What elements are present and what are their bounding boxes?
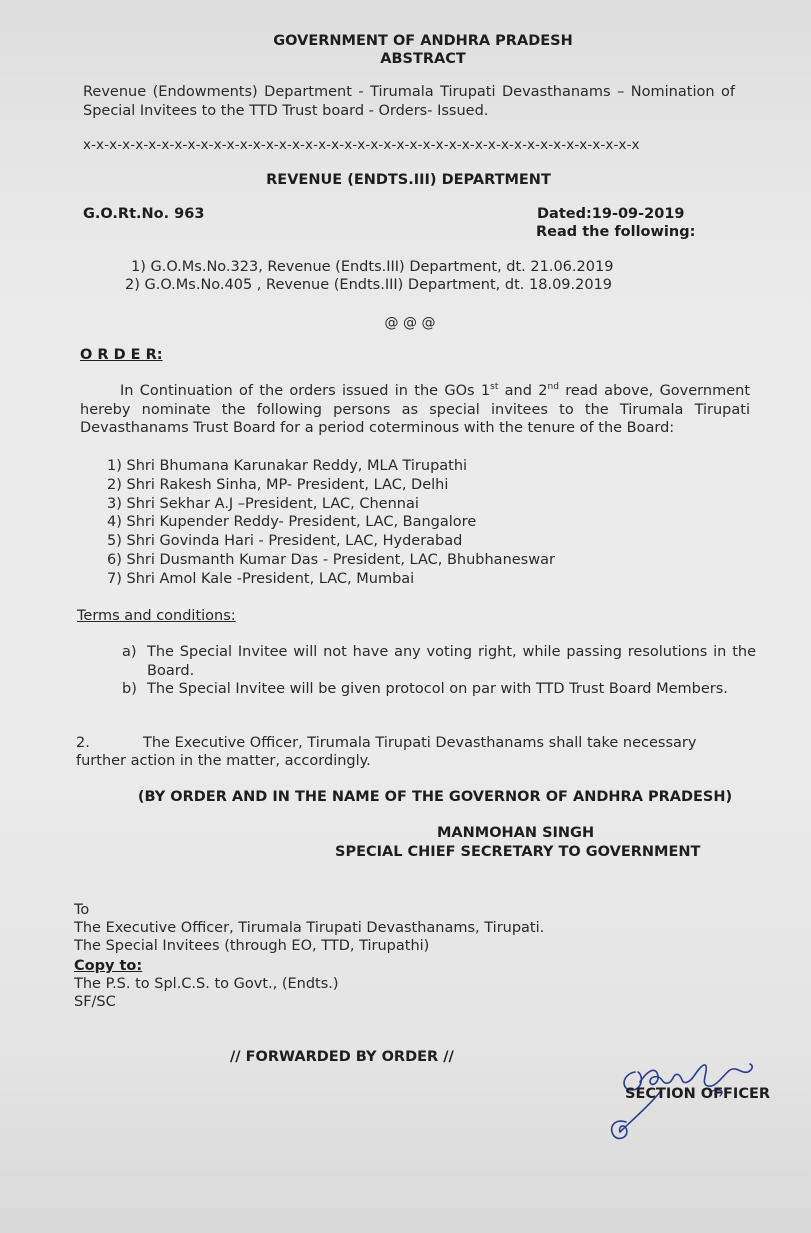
term-item-b: b) The Special Invitee will be given protocol on par with TTD Trust Board Members. (122, 681, 728, 697)
order-heading: O R D E R: (80, 347, 163, 363)
ordinal-suffix-2: nd (547, 382, 559, 393)
section-officer-label: SECTION OFFICER (625, 1086, 771, 1102)
go-date: Dated:19-09-2019 (537, 206, 685, 222)
para2-text-second: further action in the matter, accordingly. (76, 753, 371, 769)
separator-line: x-x-x-x-x-x-x-x-x-x-x-x-x-x-x-x-x-x-x-x-x-x-x-x-x-x-x-x-x-x-x-x-x-x-x-x-x-x-x-x-x-x-x (83, 137, 640, 153)
forwarded-by-order: // FORWARDED BY ORDER // (230, 1049, 454, 1065)
list-item: 5) Shri Govinda Hari - President, LAC, Hyderabad (107, 533, 463, 550)
reference-2: 2) G.O.Ms.No.405 , Revenue (Endts.III) Department, dt. 18.09.2019 (125, 277, 613, 293)
ordinal-suffix-1: st (490, 382, 499, 393)
order-paragraph: In Continuation of the orders issued in the GOs 1st and 2nd read above, Government hereby nominate the following persons as special invitees to the Tirumala Tirupati Devasthanams Trust Board for a period coterminous with the tenure of the Board: (80, 382, 750, 436)
to-label: To (74, 902, 90, 918)
government-heading: GOVERNMENT OF ANDHRA PRADESH (273, 33, 573, 49)
signature-image (600, 1052, 770, 1152)
by-order-statement: (BY ORDER AND IN THE NAME OF THE GOVERNOR OF ANDHRA PRADESH) (137, 789, 733, 805)
recipient-line: The Executive Officer, Tirumala Tirupati Devasthanams, Tirupati. (74, 920, 545, 936)
terms-heading: Terms and conditions: (77, 608, 236, 624)
invitees-list (107, 457, 555, 589)
department-heading: REVENUE (ENDTS.III) DEPARTMENT (266, 172, 551, 188)
signatory-name: MANMOHAN SINGH (437, 825, 595, 841)
list-item: 2) Shri Rakesh Sinha, MP- President, LAC, Delhi (107, 476, 449, 493)
copy-to-label: Copy to: (74, 958, 143, 974)
reference-1: 1) G.O.Ms.No.323, Revenue (Endts.III) Department, dt. 21.06.2019 (131, 259, 614, 275)
subject-text: Revenue (Endowments) Department - Tirumala Tirupati Devasthanams – Nomination of Special Invitees to the TTD Trust board - Orders- Issued. (83, 84, 735, 119)
list-item: 1) Shri Bhumana Karunakar Reddy, MLA Tirupathi (107, 458, 468, 474)
copy-line: SF/SC (74, 994, 116, 1010)
copy-line: The P.S. to Spl.C.S. to Govt., (Endts.) (74, 976, 339, 992)
list-item: 4) Shri Kupender Reddy- President, LAC, Bangalore (107, 514, 477, 531)
list-item: 3) Shri Sekhar A.J –President, LAC, Chennai (107, 495, 419, 512)
list-item: 7) Shri Amol Kale -President, LAC, Mumbai (107, 570, 415, 587)
signatory-title: SPECIAL CHIEF SECRETARY TO GOVERNMENT (335, 844, 701, 860)
recipient-line: The Special Invitees (through EO, TTD, Tirupathi) (74, 938, 430, 954)
term-item-a: a) The Special Invitee will not have any voting right, while passing resolutions in the Board. (122, 644, 756, 679)
at-symbols-divider: @ @ @ (384, 315, 436, 331)
read-the-following: Read the following: (536, 224, 696, 240)
para2-number: 2. (76, 735, 90, 751)
abstract-heading: ABSTRACT (380, 51, 466, 67)
para2-text-first: The Executive Officer, Tirumala Tirupati Devasthanams shall take necessary (143, 735, 697, 751)
list-item: 6) Shri Dusmanth Kumar Das - President, LAC, Bhubhaneswar (107, 551, 555, 568)
go-number: G.O.Rt.No. 963 (83, 206, 205, 222)
